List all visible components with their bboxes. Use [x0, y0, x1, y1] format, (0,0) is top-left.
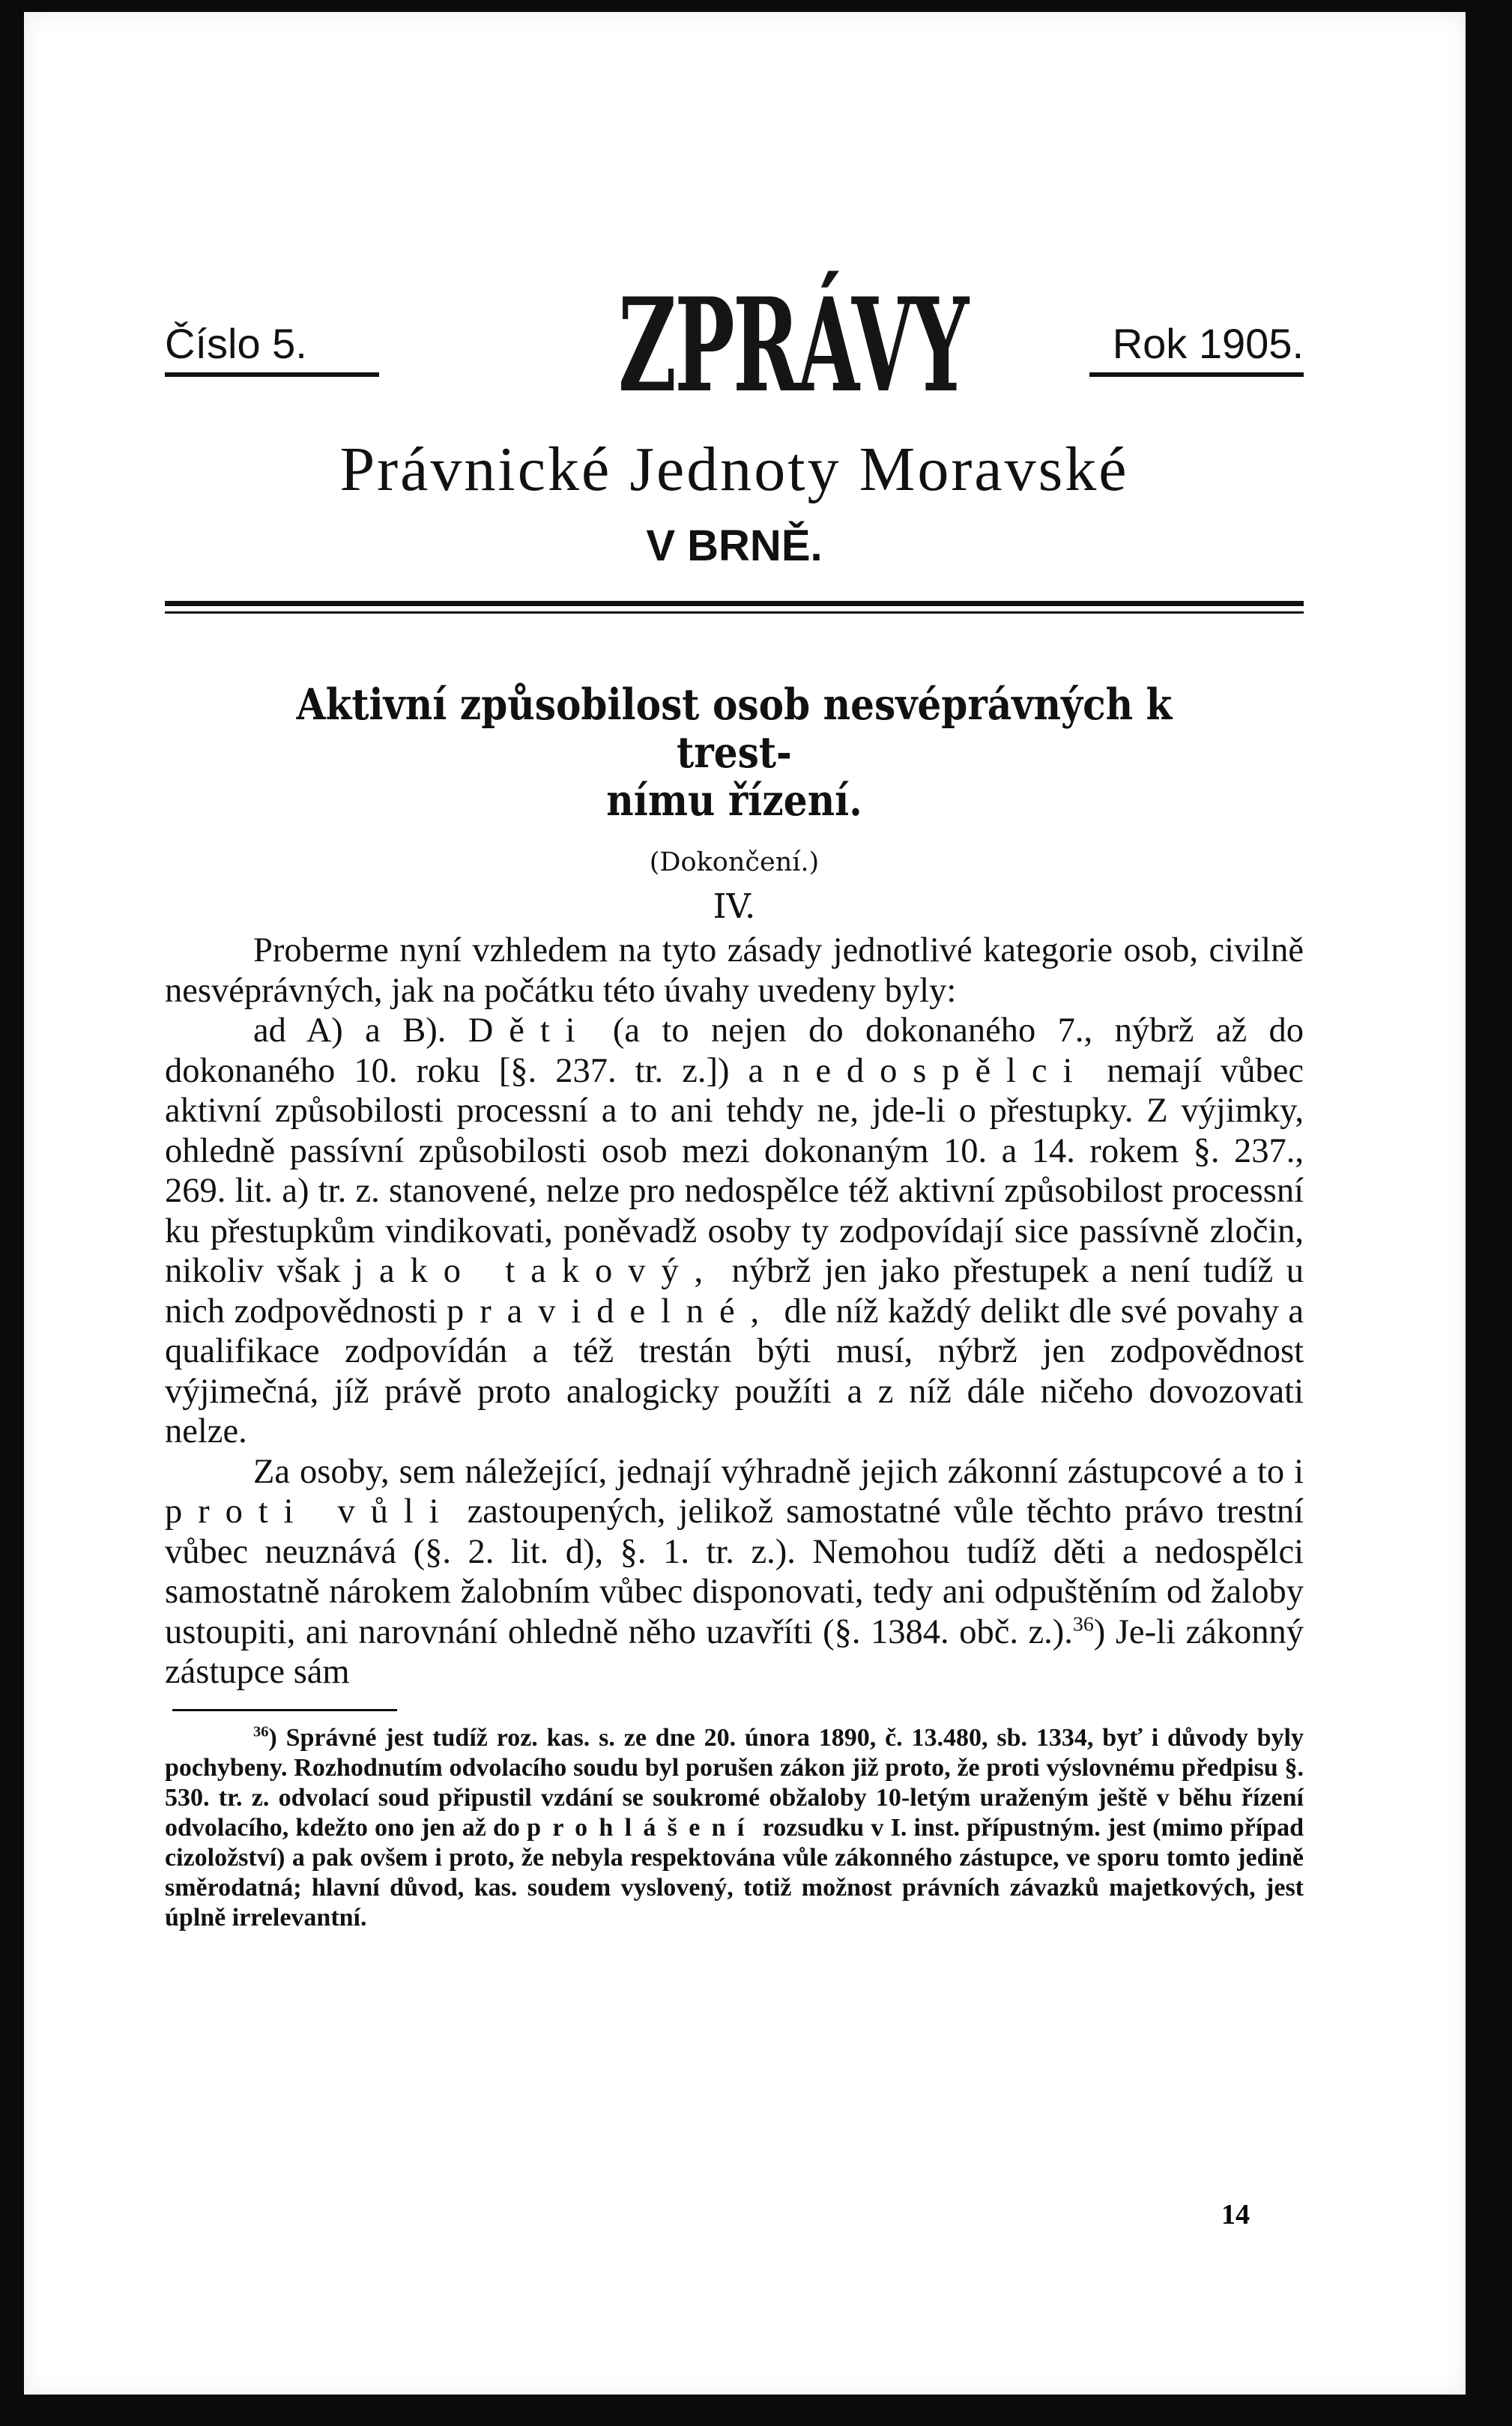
page-content	[165, 267, 1304, 1933]
article-title-line-2: nímu řízení.	[606, 775, 862, 826]
footnote-divider	[172, 1709, 397, 1711]
article-title-line-1: Aktivní způsobilost osob nesvéprávných k trest-	[296, 680, 1173, 778]
continuation-note: (Dokončení.)	[649, 847, 820, 877]
paragraph-2-part-a: ad A) a B).	[253, 1011, 447, 1050]
footnote-text-a: ) Správné jest tudíž roz. kas. s. ze dne 20. února 1890, č. 13.480, sb. 1334, byť i důvody byly pochybeny. Rozhodnutím odvolacího soudu byl porušen zákon již proto, že proti výslovnému předpisu §. 530. tr. z. odvolací soud připustil vzdání se soukromé obžaloby 10-letým uraženým ještě v běhu řízení odvolacího, kdežto ono jen až do	[165, 1723, 1304, 1842]
header-divider	[165, 601, 1304, 614]
divider-thick	[165, 601, 1304, 606]
footnote-reference[interactable]: 36	[1072, 1612, 1094, 1636]
paragraph-3-part-a: Za osoby, sem náležející, jednají výhradně jejich zákonní zástupcové a to i	[253, 1452, 1304, 1491]
footnote-marker: 36	[253, 1723, 269, 1740]
spaced-term-children: Děti	[468, 1011, 591, 1050]
article-title	[233, 681, 1236, 825]
document-page	[24, 12, 1466, 2395]
spaced-term-announcement: prohlášení	[527, 1813, 756, 1842]
footnote-text-c: rozsudku v I. inst. přípustným. jest (mimo případ cizoložství) a pak ovšem i proto, že nebyla respektována vůle zákonného zástupce, ve sporu tomto jedině směrodatná; hlavní důvod, kas. soudem vyslovený, totiž možnost právních závazků majetkových, jest úplně irrelevantní.	[165, 1813, 1304, 1932]
paragraph-2-part-c: (a to nejen do dokonaného 7., nýbrž až do dokonaného 10. roku [§. 237. tr. z.]) a	[165, 1011, 1304, 1090]
paragraph-2-part-g: nýbrž jen jako přestupek a není tudíž u nich zodpovědnosti	[165, 1252, 1304, 1331]
paragraph-1-text: Proberme nyní vzhledem na tyto zásady jednotlivé kategorie osob, civilně nesvéprávných, jak na počátku této úvahy uvedeny byly:	[165, 931, 1304, 1010]
masthead	[165, 267, 1304, 439]
paragraph-2	[165, 1011, 1304, 1452]
paragraph-3-part-d: ) Je-li zákonný zástupce sám	[165, 1612, 1304, 1691]
divider-thin	[165, 611, 1304, 614]
page-number: 14	[1221, 2199, 1250, 2230]
publication-year: Rok 1905.	[1089, 319, 1304, 377]
paragraph-3-part-c: zastoupených, jelikož samostatné vůle těchto právo trestní vůbec neuznává (§. 2. lit. d), §. 1. tr. z.). Nemohou tudíž děti a nedospělci samostatně nárokem žalobním vůbec disponovati, tedy ani odpuštěním od žaloby ustoupiti, ani narovnání ohledně něho uzavříti (§. 1384. obč. z.).	[165, 1492, 1304, 1651]
paragraph-3	[165, 1452, 1304, 1693]
footnote	[165, 1723, 1304, 1933]
spaced-term-against-will: proti vůli	[165, 1492, 455, 1531]
paragraph-2-part-i: dle níž každý delikt dle své povahy a qualifikace zodpovídán a též trestán býti musí, nýbrž jen zodpovědnost výjimečná, jíž právě proto analogicky použíti a z níž dále ničeho dovozovati nelze.	[165, 1292, 1304, 1451]
spaced-term-as-such: jako takový,	[354, 1252, 719, 1290]
journal-title-logo: ZPRÁVY	[618, 269, 967, 421]
article-body	[165, 931, 1304, 1693]
spaced-term-regular: pravidelné,	[447, 1292, 775, 1331]
footnote-36	[165, 1723, 1304, 1933]
spaced-term-minors: nedospělci	[782, 1051, 1089, 1090]
journal-subtitle: Právnické Jednoty Moravské	[339, 435, 1129, 504]
paragraph-1	[165, 931, 1304, 1011]
issue-number: Číslo 5.	[165, 319, 379, 377]
journal-city: V BRNĚ.	[646, 521, 823, 570]
section-number: IV.	[713, 886, 756, 926]
paragraph-2-part-e: nemají vůbec aktivní způsobilosti processní a to ani tehdy ne, jde-li o přestupky. Z výjimky, ohledně passívní způsobilosti osob mezi dokonaným 10. a 14. rokem §. 237., 269. lit. a) tr. z. stanovené, nelze pro nedospělce též aktivní způsobilost processní ku přestupkům vindikovati, poněvadž osoby ty zodpovídají sice passívně zločin, nikoliv však	[165, 1051, 1304, 1290]
